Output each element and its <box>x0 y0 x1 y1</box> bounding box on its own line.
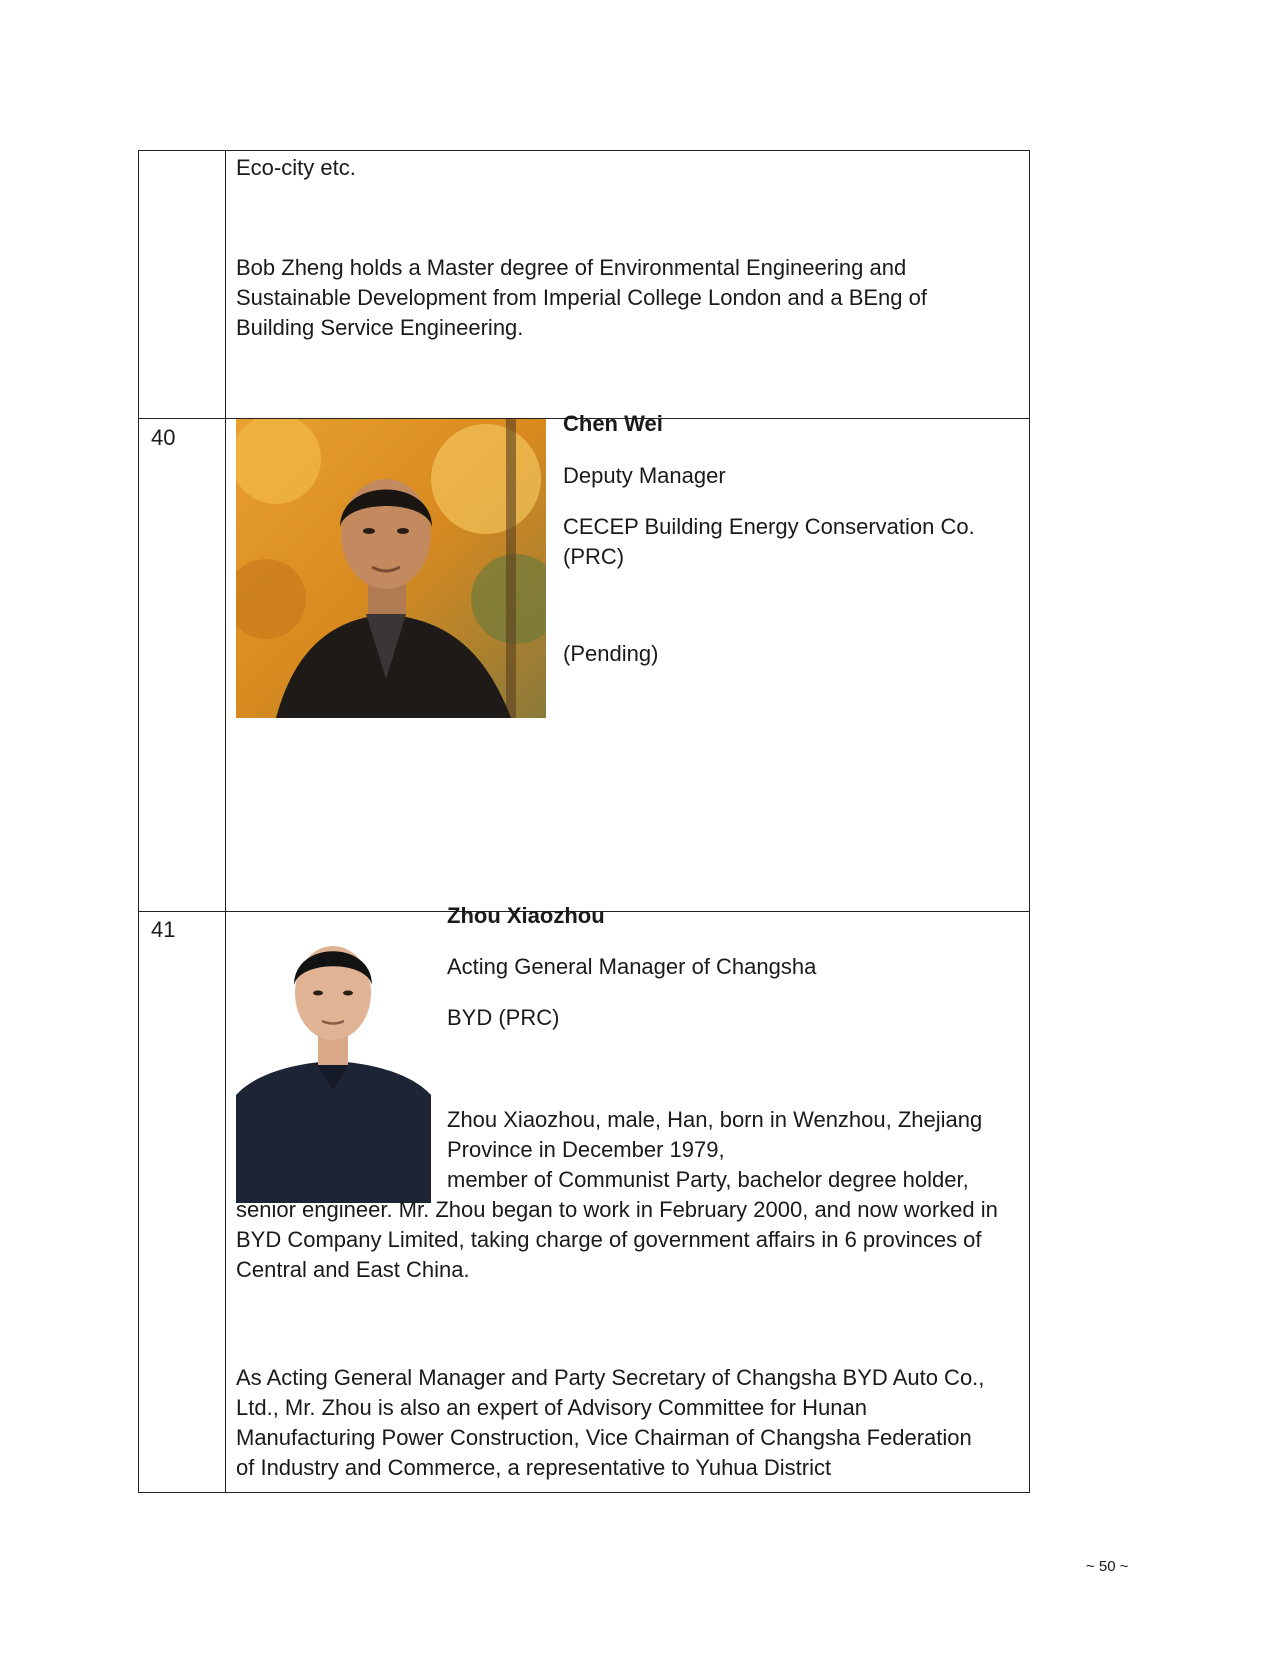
zhou-xiaozhou-photo <box>236 915 431 1203</box>
zhou-bio-line-3: member of Communist Party, bachelor degree holder, <box>447 1167 969 1192</box>
speaker-table <box>138 150 1030 1493</box>
chen-wei-photo <box>236 419 546 718</box>
column-divider <box>225 151 226 1492</box>
bob-zheng-education: Bob Zheng holds a Master degree of Environmental Engineering and Sustainable Development from Imperial College London and a BEng of Building Service Engineering. <box>236 255 927 340</box>
eco-city-line: Eco-city etc. <box>236 155 356 180</box>
chen-wei-status: (Pending) <box>563 641 659 666</box>
zhou-xiaozhou-name: Zhou Xiaozhou <box>447 903 605 928</box>
zhou-xiaozhou-company: BYD (PRC) <box>447 1005 560 1030</box>
chen-wei-title: Deputy Manager <box>563 463 726 488</box>
zhou-bio-rest: senior engineer. Mr. Zhou began to work in February 2000, and now worked in BYD Company Limited, taking charge of government affairs in 6 provinces of Central and East China. <box>236 1197 998 1282</box>
zhou-bio-line-2: Province in December 1979, <box>447 1137 725 1162</box>
chen-wei-name: Chen Wei <box>563 411 663 436</box>
zhou-roles-paragraph: As Acting General Manager and Party Secretary of Changsha BYD Auto Co., Ltd., Mr. Zhou is also an expert of Advisory Committee for Hunan Manufacturing Power Construction, Vice Chairman of Changsha Federation of Industry and Commerce, a representative to Yuhua District <box>236 1365 985 1480</box>
chen-wei-company: CECEP Building Energy Conservation Co. (PRC) <box>563 514 975 569</box>
zhou-xiaozhou-title: Acting General Manager of Changsha <box>447 954 817 979</box>
zhou-bio-line-1: Zhou Xiaozhou, male, Han, born in Wenzhou, Zhejiang <box>447 1107 983 1132</box>
row-number-41: 41 <box>151 917 176 942</box>
page-number: ~ 50 ~ <box>1086 1558 1129 1575</box>
row-number-40: 40 <box>151 425 176 450</box>
